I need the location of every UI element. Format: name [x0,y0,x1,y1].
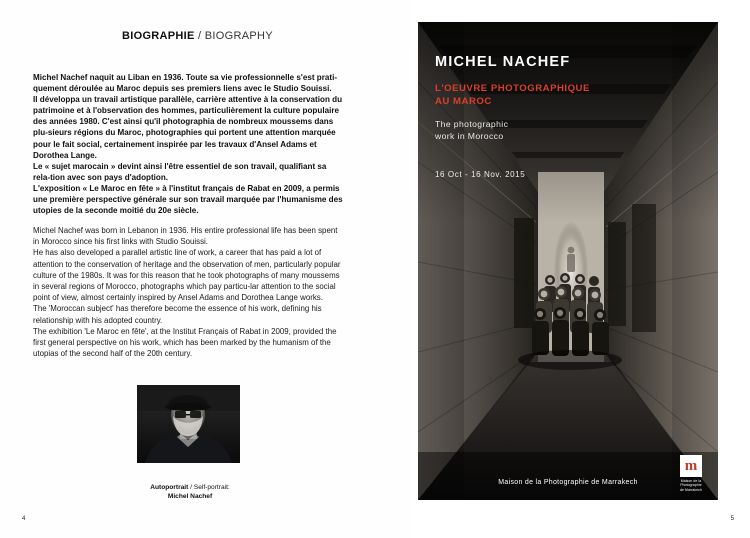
caption-name: Michel Nachef [167,493,213,500]
biography-english [33,225,343,359]
poster-title-line2: AU MAROC [435,96,492,107]
fr-paragraph-1: Michel Nachef naquit au Liban en 1936. Toute sa vie professionnelle s'est prati-quement déroulée au Maroc depuis ses premiers liens avec le Studio Souissi. [33,73,338,94]
self-portrait-photo [137,385,240,463]
exhibition-poster [418,22,718,500]
fr-paragraph-2: Il développa un travail artistique parallèle, carrière attentive à la conservation du patrimoine et à l'observation des hommes, particulièrement la culture populaire des années 1980. C'est ainsi qu'il photographia de nombreux moussems dans plu-sieurs régions du Maroc, photographies qui portent une attention marquée pour le fait social, certainement inspirée par les travaux d'Ansel Adams et Dorothea Lange. [33,95,343,160]
logo-line3: de Marrakech [680,487,702,492]
page-number-left: 4 [22,516,26,522]
poster-dates: 16 Oct - 16 Nov. 2015 [435,170,526,179]
poster-subtitle-line1: The photographic [435,119,509,129]
photo-caption [100,483,280,501]
right-page [410,0,750,538]
poster-subtitle [435,118,508,142]
poster-title-line1: L'OEUVRE PHOTOGRAPHIQUE [435,83,590,94]
page-title [122,30,273,42]
page-title-en: BIOGRAPHY [204,30,273,42]
poster-venue: Maison de la Photographie de Marrakech [498,479,638,486]
fr-paragraph-3: Le « sujet marocain » devint ainsi l'être essentiel de son travail, qualifiant sa rela-tion avec son pays d'adoption. [33,161,327,182]
logo-line2: Photographie [680,483,702,488]
page-title-sep: / [194,30,205,42]
poster-artist-name: MICHEL NACHEF [435,54,571,70]
venue-logo [674,455,708,492]
logo-m-icon: m [680,455,702,477]
page-title-fr: BIOGRAPHIE [122,30,195,42]
en-paragraph-1: Michel Nachef was born in Lebanon in 1936. His entire professional life has been spent in Morocco since his first links with Studio Souissi. [33,226,338,247]
biography-french [33,72,343,216]
en-paragraph-2: He has also developed a parallel artistic line of work, a career that has paid a lot of attention to the conservation of heritage and the observation of men, particularly popular culture of the 1980s. It was for this reason that he took photographs of many moussems in several regions of Morocco, photographs which pay particu-lar attention to the social point of view, almost certainly inspired by Ansel Adams and Dorothea Lange works. [33,248,341,303]
logo-line1: Maison de la [680,479,702,484]
logo-caption [674,479,708,492]
caption-sep: / Self-portrait: [188,484,230,491]
poster-title [435,82,590,108]
en-paragraph-3: The 'Moroccan subject' has therefore become the essence of his work, defining his relationship with his adopted country. [33,304,322,325]
en-paragraph-4: The exhibition 'Le Maroc en fête', at the Institut Français of Rabat in 2009, provided the first general perspective on his work, which has been marked by the humanism of the utopias of the second half of the 20th century. [33,326,337,359]
poster-subtitle-line2: work in Morocco [435,131,504,141]
page-number-right: 5 [730,516,734,522]
caption-fr: Autoportrait [150,484,189,491]
fr-paragraph-4: L'exposition « Le Maroc en fête » à l'institut français de Rabat en 2009, a permis une première perspective générale sur son travail marquée par l'humanisme des utopies de la seconde moitié du 20e siècle. [33,183,343,216]
